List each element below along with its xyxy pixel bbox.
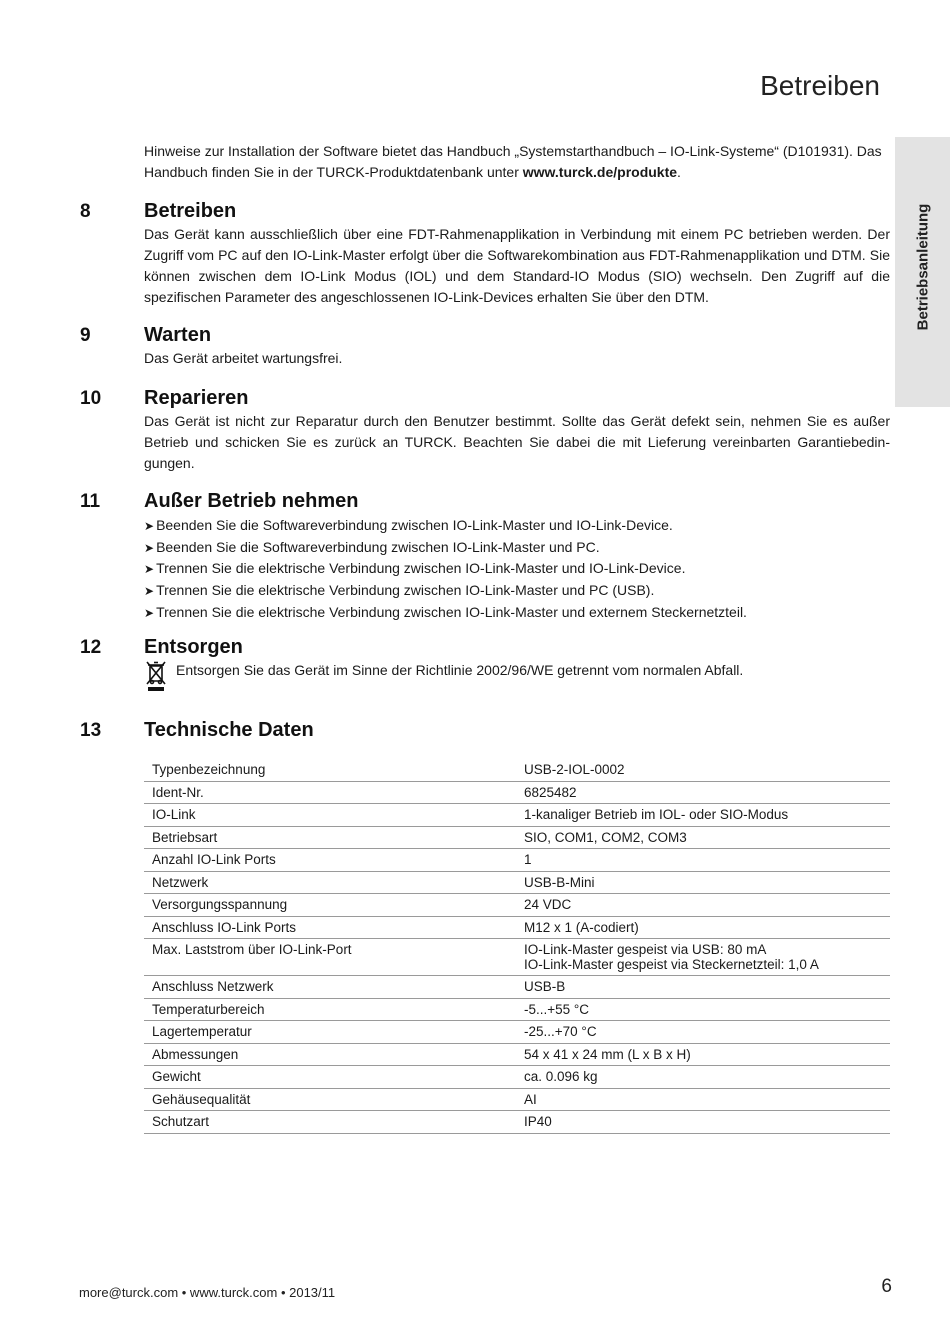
spec-value: SIO, COM1, COM2, COM3 — [516, 826, 890, 849]
spec-value: IP40 — [516, 1111, 890, 1134]
section-number: 9 — [80, 325, 91, 346]
spec-value: ca. 0.096 kg — [516, 1066, 890, 1089]
spec-label: Temperaturbereich — [144, 998, 516, 1021]
technical-data-table — [144, 759, 890, 1134]
table-row — [144, 759, 890, 781]
table-row — [144, 894, 890, 917]
spec-label: Betriebsart — [144, 826, 516, 849]
section-title: Entsorgen — [144, 636, 243, 658]
spec-value: 1 — [516, 849, 890, 872]
intro-text-end: . — [677, 164, 681, 180]
spec-label: Netzwerk — [144, 871, 516, 894]
spec-value: M12 x 1 (A-codiert) — [516, 916, 890, 939]
spec-label: Gewicht — [144, 1066, 516, 1089]
step-text: Beenden Sie die Softwareverbindung zwischen IO-Link-Master und IO-Link-Device. — [156, 517, 673, 533]
spec-label: Abmessungen — [144, 1043, 516, 1066]
spec-value-multiline: IO-Link-Master gespeist via USB: 80 mA IO-Link-Master gespeist via Steckernetzteil: 1,0 A — [524, 942, 819, 972]
table-row — [144, 1043, 890, 1066]
side-tab-label: Betriebsanleitung — [914, 203, 931, 331]
section-number: 12 — [80, 637, 102, 658]
spec-value — [516, 939, 890, 976]
section-body: Das Gerät kann ausschließlich über eine FDT-Rahmenapplikation in Verbindung mit einem PC betrieben werden. Der Zugriff vom PC auf den IO-Link-Master erfolgt über die Softwarekombination aus FDT-Rahmenapplikation und DTM. Sie können zwischen dem IO-Link Modus (IOL) und dem Standard-IO Modus (SIO) wechseln. Den Zugriff auf die spezifischen Parameter des angeschlossenen IO-Link-Devices erhalten Sie über den DTM. — [144, 226, 890, 305]
spec-label: Max. Laststrom über IO-Link-Port — [144, 939, 516, 976]
section-body: Das Gerät ist nicht zur Reparatur durch den Benutzer bestimmt. Sollte das Gerät defekt sein, nehmen Sie es außer Betrieb und schicken Sie es zurück an TURCK. Beachten Sie dabei die mit Lieferung vereinbarten Garantiebedin-gungen. — [144, 413, 890, 471]
spec-label: IO-Link — [144, 804, 516, 827]
arrow-icon: ➤ — [144, 562, 155, 577]
arrow-icon: ➤ — [144, 584, 155, 599]
step-text: Trennen Sie die elektrische Verbindung zwischen IO-Link-Master und PC (USB). — [156, 582, 655, 599]
table-row — [144, 781, 890, 804]
spec-label: Versorgungsspannung — [144, 894, 516, 917]
table-row — [144, 871, 890, 894]
list-item — [144, 580, 890, 602]
section-title: Technische Daten — [144, 719, 314, 741]
section-title: Außer Betrieb nehmen — [144, 490, 359, 512]
step-text: Trennen Sie die elektrische Verbindung zwischen IO-Link-Master und externem Steckernetzteil. — [156, 603, 747, 620]
spec-value: AI — [516, 1088, 890, 1111]
spec-value: -25...+70 °C — [516, 1021, 890, 1044]
list-item — [144, 558, 890, 580]
spec-label: Anschluss IO-Link Ports — [144, 916, 516, 939]
table-row — [144, 916, 890, 939]
table-row — [144, 976, 890, 999]
table-row — [144, 826, 890, 849]
section-number: 13 — [80, 720, 102, 741]
table-row — [144, 849, 890, 872]
spec-label: Typenbezeichnung — [144, 759, 516, 781]
section-body: Entsorgen Sie das Gerät im Sinne der Richtlinie 2002/96/WE getrennt vom normalen Abfall. — [176, 662, 744, 678]
page-number: 6 — [881, 1276, 892, 1297]
section-body: Das Gerät arbeitet wartungsfrei. — [144, 350, 343, 366]
step-text: Trennen Sie die elektrische Verbindung zwischen IO-Link-Master und IO-Link-Device. — [156, 560, 686, 577]
spec-value: 24 VDC — [516, 894, 890, 917]
table-row — [144, 1021, 890, 1044]
spec-value: 54 x 41 x 24 mm (L x B x H) — [516, 1043, 890, 1066]
footer-contact: more@turck.com • www.turck.com • 2013/11 — [79, 1285, 336, 1300]
section-title: Reparieren — [144, 387, 249, 409]
spec-label: Schutzart — [144, 1111, 516, 1134]
section-number: 8 — [80, 201, 91, 222]
spec-label: Anzahl IO-Link Ports — [144, 849, 516, 872]
spec-label: Anschluss Netzwerk — [144, 976, 516, 999]
spec-value: -5...+55 °C — [516, 998, 890, 1021]
table-row — [144, 1066, 890, 1089]
intro-text: Hinweise zur Installation der Software bietet das Handbuch „Systemstarthandbuch – IO-Link-Systeme“ (D101931). Das Handbuch finden Sie in der TURCK-Produktdatenbank unter — [144, 143, 882, 180]
arrow-icon: ➤ — [144, 540, 155, 555]
spec-value: 6825482 — [516, 781, 890, 804]
side-tab — [895, 137, 950, 407]
intro-paragraph — [144, 141, 890, 183]
list-item — [144, 515, 890, 537]
table-row — [144, 1088, 890, 1111]
intro-link[interactable]: www.turck.de/produkte — [522, 164, 678, 180]
section-number: 11 — [80, 491, 101, 512]
spec-value: USB-B — [516, 976, 890, 999]
list-item — [144, 602, 890, 624]
spec-value: 1-kanaliger Betrieb im IOL- oder SIO-Modus — [516, 804, 890, 827]
section-title: Betreiben — [144, 200, 237, 222]
section-title: Warten — [144, 324, 212, 346]
table-row — [144, 1111, 890, 1134]
table-row — [144, 939, 890, 976]
arrow-icon: ➤ — [144, 605, 155, 620]
arrow-icon: ➤ — [144, 519, 155, 533]
weee-crossed-bin-icon — [145, 660, 167, 692]
spec-label: Ident-Nr. — [144, 781, 516, 804]
step-text: Beenden Sie die Softwareverbindung zwischen IO-Link-Master und PC. — [156, 538, 600, 555]
section-number: 10 — [80, 388, 102, 409]
spec-value: USB-2-IOL-0002 — [516, 759, 890, 781]
spec-label: Gehäusequalität — [144, 1088, 516, 1111]
spec-value: USB-B-Mini — [516, 871, 890, 894]
table-row — [144, 804, 890, 827]
steps-list — [144, 515, 890, 624]
page-header-title: Betreiben — [760, 70, 880, 101]
spec-label: Lagertemperatur — [144, 1021, 516, 1044]
list-item — [144, 537, 890, 559]
table-row — [144, 998, 890, 1021]
